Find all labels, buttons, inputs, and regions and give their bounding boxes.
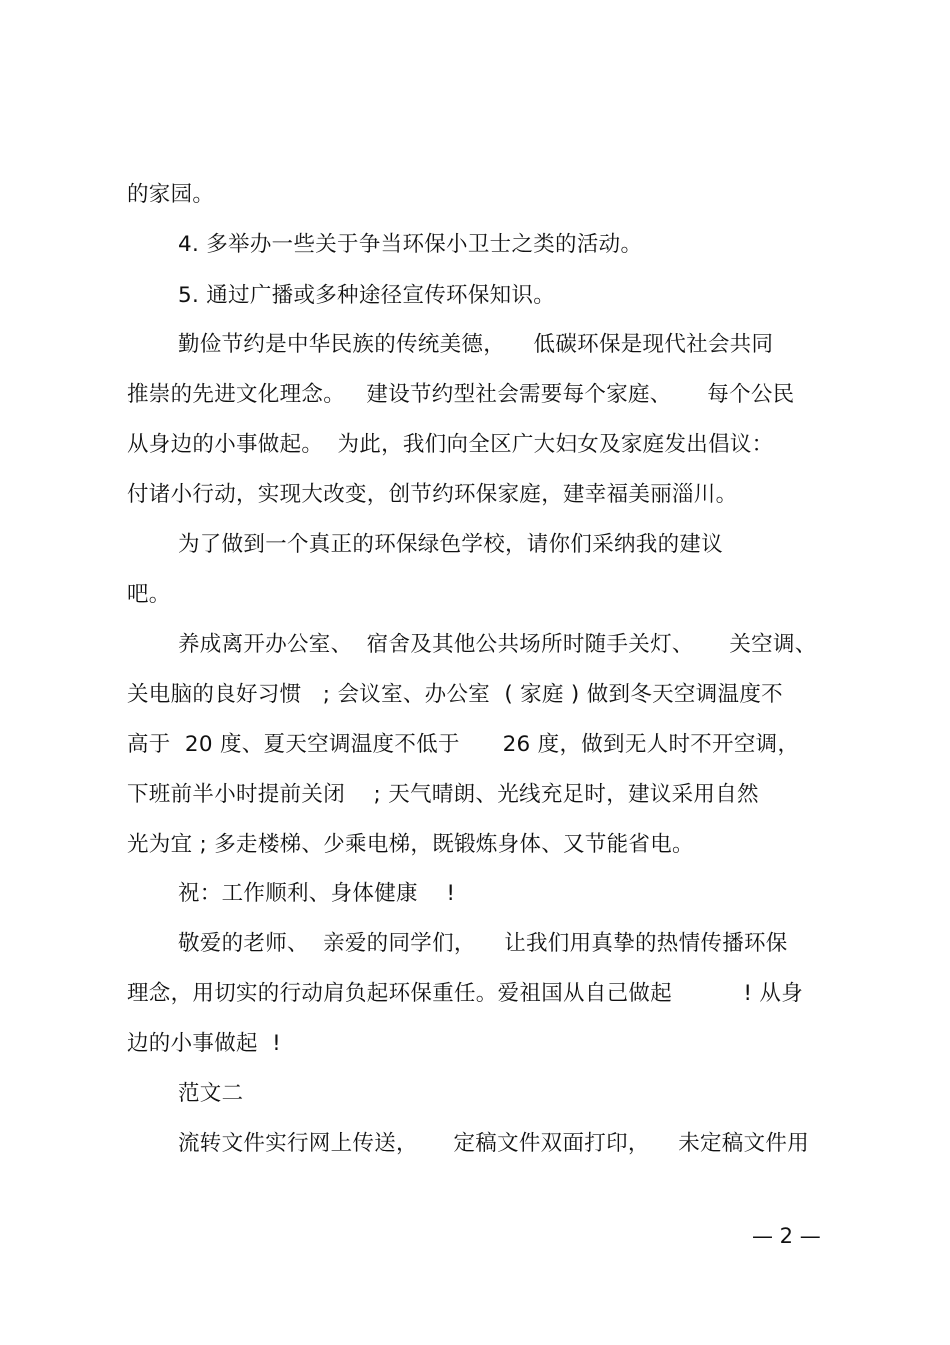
text-line: 付诸小行动，实现大改变，创节约环保家庭，建幸福美丽淄川。: [127, 482, 738, 507]
text-line: 理念，用切实的行动肩负起环保重任。爱祖国从自己做起 ! 从身: [127, 981, 803, 1006]
text-line: 为了做到一个真正的环保绿色学校，请你们采纳我的建议: [178, 532, 724, 557]
page-number: — 2 —: [752, 1224, 821, 1248]
text-line: 5. 通过广播或多种途径宣传环保知识。: [178, 283, 556, 308]
text-line: 推崇的先进文化理念。 建设节约型社会需要每个家庭、 每个公民: [127, 382, 795, 407]
text-line: 高于 20 度、夏天空调温度不低于 26 度，做到无人时不开空调，: [127, 732, 800, 757]
text-line: 从身边的小事做起。 为此，我们向全区广大妇女及家庭发出倡议：: [127, 432, 774, 457]
text-line: 边的小事做起 !: [127, 1031, 281, 1056]
text-line: 敬爱的老师、 亲爱的同学们， 让我们用真挚的热情传播环保: [178, 931, 788, 956]
text-line: 祝：工作顺利、身体健康 !: [178, 881, 456, 906]
text-line: 的家园。: [127, 182, 215, 207]
text-line: 光为宜 ; 多走楼梯、少乘电梯，既锻炼身体、又节能省电。: [127, 832, 694, 857]
text-line: 下班前半小时提前关闭 ; 天气晴朗、光线充足时，建议采用自然: [127, 782, 759, 807]
text-line: 关电脑的良好习惯 ; 会议室、办公室 ( 家庭 ) 做到冬天空调温度不: [127, 682, 783, 707]
text-line: 4. 多举办一些关于争当环保小卫士之类的活动。: [178, 232, 643, 257]
text-line: 养成离开办公室、 宿舍及其他公共场所时随手关灯、 关空调、: [178, 632, 817, 657]
text-line: 勤俭节约是中华民族的传统美德， 低碳环保是现代社会共同: [178, 332, 774, 357]
text-line: 范文二: [178, 1081, 244, 1106]
text-line: 流转文件实行网上传送， 定稿文件双面打印， 未定稿文件用: [178, 1131, 810, 1156]
text-line: 吧。: [127, 582, 171, 607]
